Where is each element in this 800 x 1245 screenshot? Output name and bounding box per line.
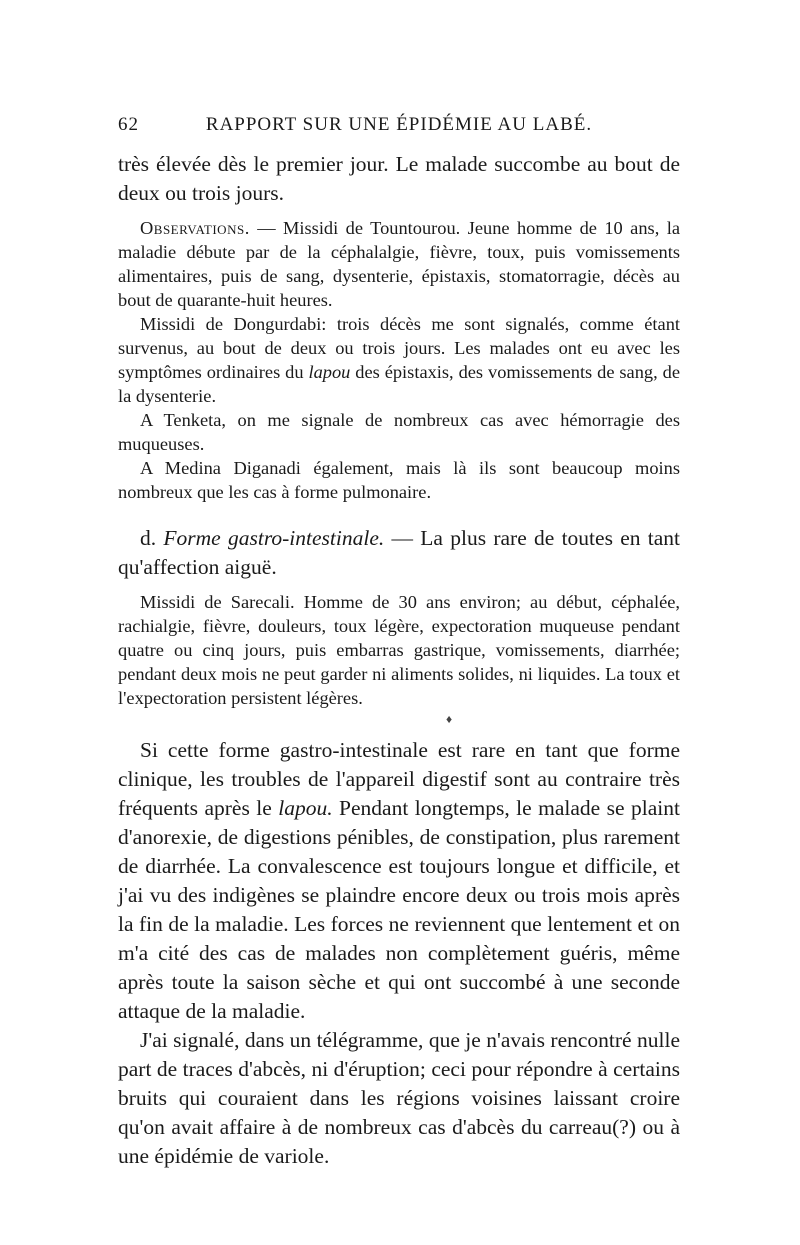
observation-tenketa: A Tenketa, on me signale de nombreux cas avec hémorragie des muqueuses. <box>118 410 680 454</box>
section-d-title: Forme gastro-intestinale. <box>163 526 385 550</box>
case-sarecali: Missidi de Sarecali. Homme de 30 ans environ; au début, céphalée, rachialgie, fièvre, douleurs, toux légère, expectoration muqueuse pendant quatre ou cinq jours, puis embarras gastrique, vomissements, diarrhée; pendant deux mois ne peut garder ni aliments solides, ni liquides. La toux et l'expectoration persistent légères. <box>118 592 680 708</box>
running-title: RAPPORT SUR UNE ÉPIDÉMIE AU LABÉ. <box>205 114 593 135</box>
observation-medina-diganadi: A Medina Diganadi également, mais là ils sont beaucoup moins nombreux que les cas à forme pulmonaire. <box>118 458 680 502</box>
page-number: 62 <box>118 114 139 135</box>
observation-dongurdabi: Missidi de Dongurdabi: trois décès me sont signalés, comme étant survenus, au bout de deux ou trois jours. Les malades ont eu avec les symptômes ordinaires du lapou des épistaxis, des vomissements de sang, de la dysenterie. <box>118 314 680 406</box>
section-d-heading: d. Forme gastro-intestinale. — La plus rare de toutes en tant qu'affection aiguë. <box>118 526 681 579</box>
paragraph-gastro-intestinal: Si cette forme gastro-intestinale est rare en tant que forme clinique, les troubles de l'appareil digestif sont au contraire très fréquents après le lapou. Pendant longtemps, le malade se plaint d'anorexie, de digestions pénibles, de constipation, plus rarement de diarrhée. La convalescence est toujours longue et difficile, et j'ai vu des indigènes se plaindre encore deux ou trois mois après la fin de la maladie. Les forces ne reviennent que lentement et on m'a cité des cas de malades non complètement guéris, même après toute la saison sèche et qui ont succombé à une seconde attaque de la maladie. <box>118 738 680 1023</box>
running-header <box>118 114 680 142</box>
observation-tountourou: Observations. — Missidi de Tountourou. Jeune homme de 10 ans, la maladie débute par de la céphalalgie, fièvre, toux, puis vomissements alimentaires, puis de sang, dysenterie, épistaxis, stomatorragie, décès au bout de quarante-huit heures. <box>118 218 680 310</box>
paragraph-continuation: très élevée dès le premier jour. Le malade succombe au bout de deux ou trois jours. <box>118 152 680 205</box>
observations-block <box>118 216 680 504</box>
page <box>118 114 680 1171</box>
paragraph-telegram: J'ai signalé, dans un télégramme, que je n'avais rencontré nulle part de traces d'abcès, ni d'éruption; ceci pour répondre à certains bruits qui couraient dans les régions voisines laissant croire qu'on avait affaire à de nombreux cas d'abcès du carreau(?) ou à une épidémie de variole. <box>118 1028 680 1168</box>
observations-label: Observations. <box>140 218 250 238</box>
term-lapou: lapou. <box>278 796 333 820</box>
term-lapou: lapou <box>308 362 351 382</box>
ink-mark: ♦ <box>445 712 453 726</box>
observation-text: Missidi de Tountourou. Jeune homme de 10 ans, la maladie débute par de la céphalalgie, fièvre, toux, puis vomissements alimentaires, puis de sang, dysenterie, épistaxis, stomatorragie, décès au bout de quarante-huit heures. <box>118 218 680 310</box>
